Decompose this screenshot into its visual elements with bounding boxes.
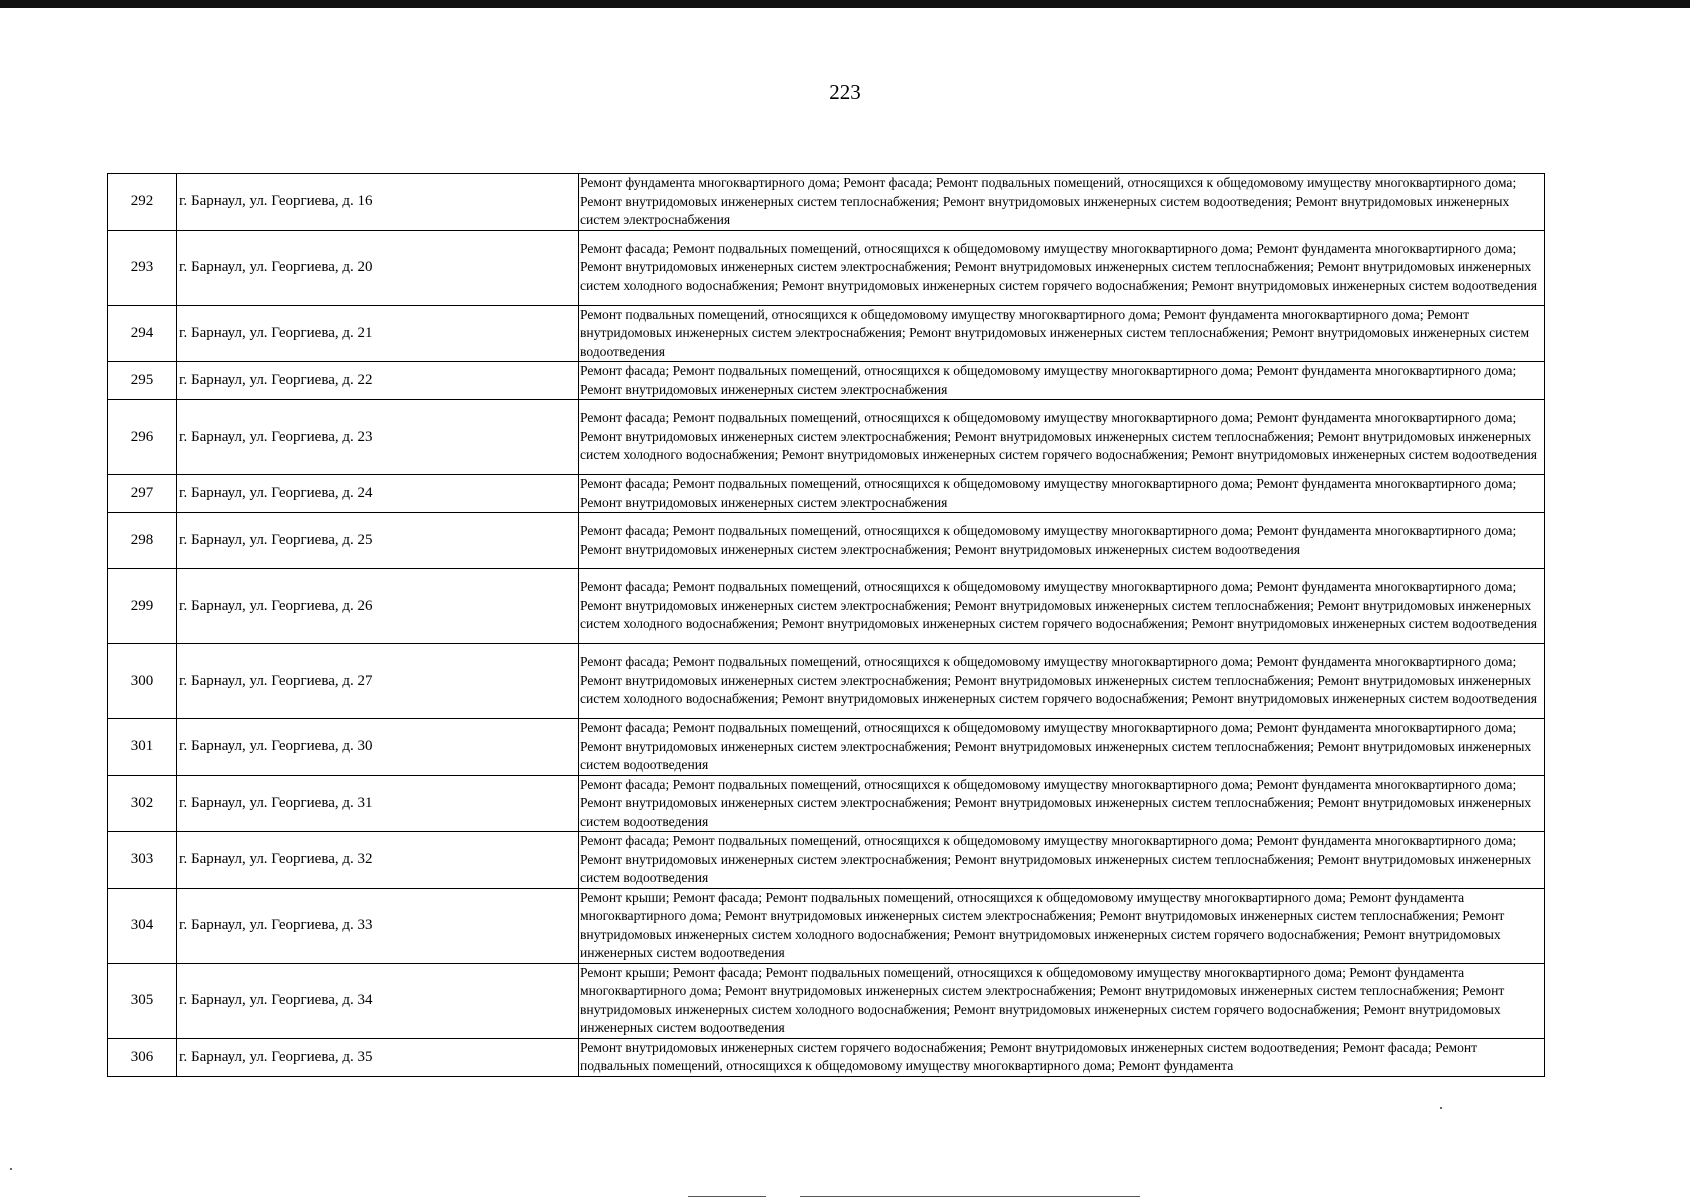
row-number: 300	[108, 644, 177, 719]
table-row	[108, 362, 1545, 400]
row-works: Ремонт фасада; Ремонт подвальных помещений, относящихся к общедомовому имуществу многоквартирного дома; Ремонт фундамента многоквартирного дома; Ремонт внутридомовых инженерных систем электроснабжения; Ремонт внутридомовых инженерных систем теплоснабжения; Ремонт внутридомовых инженерных систем холодного водоснабжения; Ремонт внутридомовых инженерных систем горячего водоснабжения; Ремонт внутридомовых инженерных систем водоотведения	[579, 644, 1545, 719]
row-number: 302	[108, 775, 177, 832]
footer-scan-line	[800, 1196, 1140, 1197]
row-number: 303	[108, 832, 177, 889]
row-works: Ремонт крыши; Ремонт фасада; Ремонт подвальных помещений, относящихся к общедомовому имуществу многоквартирного дома; Ремонт фундамента многоквартирного дома; Ремонт внутридомовых инженерных систем электроснабжения; Ремонт внутридомовых инженерных систем теплоснабжения; Ремонт внутридомовых инженерных систем холодного водоснабжения; Ремонт внутридомовых инженерных систем горячего водоснабжения; Ремонт внутридомовых инженерных систем водоотведения	[579, 888, 1545, 963]
table-row	[108, 963, 1545, 1038]
row-number: 292	[108, 174, 177, 231]
row-works: Ремонт фундамента многоквартирного дома; Ремонт фасада; Ремонт подвальных помещений, относящихся к общедомовому имуществу многоквартирного дома; Ремонт внутридомовых инженерных систем теплоснабжения; Ремонт внутридомовых инженерных систем водоотведения; Ремонт внутридомовых инженерных систем электроснабжения	[579, 174, 1545, 231]
table-row	[108, 513, 1545, 569]
table-row	[108, 569, 1545, 644]
row-works: Ремонт фасада; Ремонт подвальных помещений, относящихся к общедомовому имуществу многоквартирного дома; Ремонт фундамента многоквартирного дома; Ремонт внутридомовых инженерных систем электроснабжения	[579, 362, 1545, 400]
row-works: Ремонт фасада; Ремонт подвальных помещений, относящихся к общедомовому имуществу многоквартирного дома; Ремонт фундамента многоквартирного дома; Ремонт внутридомовых инженерных систем электроснабжения	[579, 475, 1545, 513]
row-works: Ремонт фасада; Ремонт подвальных помещений, относящихся к общедомовому имуществу многоквартирного дома; Ремонт фундамента многоквартирного дома; Ремонт внутридомовых инженерных систем электроснабжения; Ремонт внутридомовых инженерных систем теплоснабжения; Ремонт внутридомовых инженерных систем холодного водоснабжения; Ремонт внутридомовых инженерных систем горячего водоснабжения; Ремонт внутридомовых инженерных систем водоотведения	[579, 400, 1545, 475]
row-works: Ремонт подвальных помещений, относящихся к общедомовому имуществу многоквартирного дома; Ремонт фундамента многоквартирного дома; Ремонт внутридомовых инженерных систем электроснабжения; Ремонт внутридомовых инженерных систем теплоснабжения; Ремонт внутридомовых инженерных систем водоотведения	[579, 305, 1545, 362]
row-number: 296	[108, 400, 177, 475]
row-number: 306	[108, 1038, 177, 1076]
page-number: 223	[829, 80, 861, 104]
row-number: 297	[108, 475, 177, 513]
table-row	[108, 230, 1545, 305]
row-address: г. Барнаул, ул. Георгиева, д. 30	[177, 719, 579, 776]
row-address: г. Барнаул, ул. Георгиева, д. 22	[177, 362, 579, 400]
scan-speck	[10, 1168, 12, 1170]
row-number: 299	[108, 569, 177, 644]
table-row	[108, 174, 1545, 231]
footer-scan-line	[688, 1196, 766, 1197]
table-row	[108, 719, 1545, 776]
row-address: г. Барнаул, ул. Георгиева, д. 32	[177, 832, 579, 889]
row-address: г. Барнаул, ул. Георгиева, д. 26	[177, 569, 579, 644]
row-address: г. Барнаул, ул. Георгиева, д. 21	[177, 305, 579, 362]
row-works: Ремонт внутридомовых инженерных систем горячего водоснабжения; Ремонт внутридомовых инженерных систем водоотведения; Ремонт фасада; Ремонт подвальных помещений, относящихся к общедомовому имуществу многоквартирного дома; Ремонт фундамента	[579, 1038, 1545, 1076]
row-address: г. Барнаул, ул. Георгиева, д. 27	[177, 644, 579, 719]
row-address: г. Барнаул, ул. Георгиева, д. 25	[177, 513, 579, 569]
table-row	[108, 1038, 1545, 1076]
table-row	[108, 775, 1545, 832]
table-row	[108, 475, 1545, 513]
row-number: 294	[108, 305, 177, 362]
row-number: 295	[108, 362, 177, 400]
row-works: Ремонт фасада; Ремонт подвальных помещений, относящихся к общедомовому имуществу многоквартирного дома; Ремонт фундамента многоквартирного дома; Ремонт внутридомовых инженерных систем электроснабжения; Ремонт внутридомовых инженерных систем теплоснабжения; Ремонт внутридомовых инженерных систем холодного водоснабжения; Ремонт внутридомовых инженерных систем горячего водоснабжения; Ремонт внутридомовых инженерных систем водоотведения	[579, 569, 1545, 644]
table-row	[108, 305, 1545, 362]
row-address: г. Барнаул, ул. Георгиева, д. 16	[177, 174, 579, 231]
table-row	[108, 832, 1545, 889]
row-works: Ремонт крыши; Ремонт фасада; Ремонт подвальных помещений, относящихся к общедомовому имуществу многоквартирного дома; Ремонт фундамента многоквартирного дома; Ремонт внутридомовых инженерных систем электроснабжения; Ремонт внутридомовых инженерных систем теплоснабжения; Ремонт внутридомовых инженерных систем холодного водоснабжения; Ремонт внутридомовых инженерных систем горячего водоснабжения; Ремонт внутридомовых инженерных систем водоотведения	[579, 963, 1545, 1038]
row-address: г. Барнаул, ул. Георгиева, д. 31	[177, 775, 579, 832]
row-number: 301	[108, 719, 177, 776]
row-number: 304	[108, 888, 177, 963]
row-works: Ремонт фасада; Ремонт подвальных помещений, относящихся к общедомовому имуществу многоквартирного дома; Ремонт фундамента многоквартирного дома; Ремонт внутридомовых инженерных систем электроснабжения; Ремонт внутридомовых инженерных систем теплоснабжения; Ремонт внутридомовых инженерных систем холодного водоснабжения; Ремонт внутридомовых инженерных систем горячего водоснабжения; Ремонт внутридомовых инженерных систем водоотведения	[579, 230, 1545, 305]
row-address: г. Барнаул, ул. Георгиева, д. 20	[177, 230, 579, 305]
table-row	[108, 400, 1545, 475]
row-address: г. Барнаул, ул. Георгиева, д. 35	[177, 1038, 579, 1076]
table-row	[108, 644, 1545, 719]
top-border	[0, 0, 1690, 8]
row-works: Ремонт фасада; Ремонт подвальных помещений, относящихся к общедомовому имуществу многоквартирного дома; Ремонт фундамента многоквартирного дома; Ремонт внутридомовых инженерных систем электроснабжения; Ремонт внутридомовых инженерных систем водоотведения	[579, 513, 1545, 569]
row-address: г. Барнаул, ул. Георгиева, д. 34	[177, 963, 579, 1038]
row-works: Ремонт фасада; Ремонт подвальных помещений, относящихся к общедомовому имуществу многоквартирного дома; Ремонт фундамента многоквартирного дома; Ремонт внутридомовых инженерных систем электроснабжения; Ремонт внутридомовых инженерных систем теплоснабжения; Ремонт внутридомовых инженерных систем водоотведения	[579, 719, 1545, 776]
table-row	[108, 888, 1545, 963]
scan-speck	[1440, 1107, 1442, 1109]
row-number: 305	[108, 963, 177, 1038]
row-address: г. Барнаул, ул. Георгиева, д. 23	[177, 400, 579, 475]
row-number: 293	[108, 230, 177, 305]
row-number: 298	[108, 513, 177, 569]
row-works: Ремонт фасада; Ремонт подвальных помещений, относящихся к общедомовому имуществу многоквартирного дома; Ремонт фундамента многоквартирного дома; Ремонт внутридомовых инженерных систем электроснабжения; Ремонт внутридомовых инженерных систем теплоснабжения; Ремонт внутридомовых инженерных систем водоотведения	[579, 775, 1545, 832]
row-address: г. Барнаул, ул. Георгиева, д. 24	[177, 475, 579, 513]
row-works: Ремонт фасада; Ремонт подвальных помещений, относящихся к общедомовому имуществу многоквартирного дома; Ремонт фундамента многоквартирного дома; Ремонт внутридомовых инженерных систем электроснабжения; Ремонт внутридомовых инженерных систем теплоснабжения; Ремонт внутридомовых инженерных систем водоотведения	[579, 832, 1545, 889]
row-address: г. Барнаул, ул. Георгиева, д. 33	[177, 888, 579, 963]
works-table	[107, 173, 1545, 1077]
